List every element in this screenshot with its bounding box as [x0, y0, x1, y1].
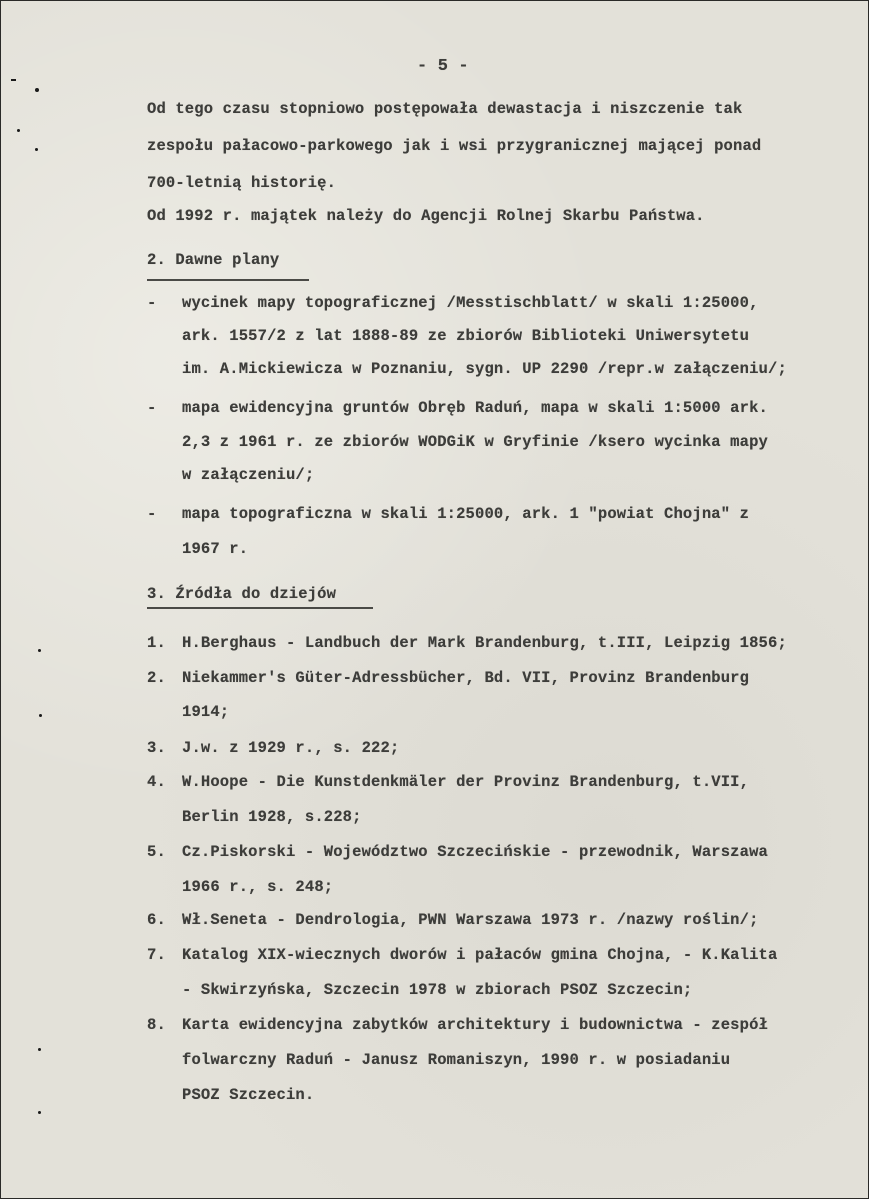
section-heading: 2. Dawne plany — [147, 251, 280, 269]
margin-mark — [11, 79, 16, 81]
source-line: Katalog XIX-wiecznych dworów i pałaców gmina Chojna, - K.Kalita — [182, 946, 778, 964]
section-heading: 3. Źródła do dziejów — [147, 585, 337, 603]
source-line: Wł.Seneta - Dendrologia, PWN Warszawa 1973 r. /nazwy roślin/; — [182, 911, 759, 929]
list-item-line: mapa topograficzna w skali 1:25000, ark. 1 "powiat Chojna" z — [182, 505, 750, 523]
list-item-line: im. A.Mickiewicza w Poznaniu, sygn. UP 2290 /repr.w załączeniu/; — [182, 360, 787, 378]
margin-mark — [38, 1048, 41, 1051]
margin-mark — [39, 714, 42, 717]
source-number: 4. — [147, 773, 166, 791]
intro-line: Od 1992 r. majątek należy do Agencji Rolnej Skarbu Państwa. — [147, 207, 705, 225]
margin-mark — [35, 88, 39, 92]
bullet: - — [147, 505, 157, 523]
heading-underline — [147, 279, 309, 281]
source-line: Berlin 1928, s.228; — [182, 808, 362, 826]
source-line: PSOZ Szczecin. — [182, 1086, 315, 1104]
margin-mark — [38, 1111, 41, 1114]
list-item-line: w załączeniu/; — [182, 466, 315, 484]
source-line: W.Hoope - Die Kunstdenkmäler der Provinz Brandenburg, t.VII, — [182, 773, 750, 791]
source-number: 6. — [147, 911, 166, 929]
intro-line: zespołu pałacowo-parkowego jak i wsi przygranicznej mającej ponad — [147, 137, 762, 155]
source-number: 3. — [147, 739, 166, 757]
page-number: - 5 - — [417, 57, 469, 76]
source-line: Cz.Piskorski - Województwo Szczecińskie - przewodnik, Warszawa — [182, 843, 768, 861]
list-item-line: 1967 r. — [182, 540, 249, 558]
source-line: - Skwirzyńska, Szczecin 1978 w zbiorach PSOZ Szczecin; — [182, 981, 693, 999]
list-item-line: mapa ewidencyjna gruntów Obręb Raduń, mapa w skali 1:5000 ark. — [182, 399, 768, 417]
source-number: 7. — [147, 946, 166, 964]
source-line: Niekammer's Güter-Adressbücher, Bd. VII, Provinz Brandenburg — [182, 669, 750, 687]
source-line: Karta ewidencyjna zabytków architektury i budownictwa - zespół — [182, 1016, 768, 1034]
bullet: - — [147, 399, 157, 417]
source-line: J.w. z 1929 r., s. 222; — [182, 739, 400, 757]
source-line: folwarczny Raduń - Janusz Romaniszyn, 1990 r. w posiadaniu — [182, 1051, 731, 1069]
intro-line: 700-letnią historię. — [147, 174, 337, 192]
list-item-line: ark. 1557/2 z lat 1888-89 ze zbiorów Biblioteki Uniwersytetu — [182, 327, 750, 345]
source-line: 1914; — [182, 703, 230, 721]
source-number: 2. — [147, 669, 166, 687]
intro-line: Od tego czasu stopniowo postępowała dewastacja i niszczenie tak — [147, 100, 743, 118]
source-line: H.Berghaus - Landbuch der Mark Brandenburg, t.III, Leipzig 1856; — [182, 634, 787, 652]
source-line: 1966 r., s. 248; — [182, 878, 334, 896]
margin-mark — [35, 148, 38, 151]
heading-underline — [147, 607, 373, 609]
source-number: 1. — [147, 634, 166, 652]
source-number: 8. — [147, 1016, 166, 1034]
list-item-line: 2,3 z 1961 r. ze zbiorów WODGiK w Gryfinie /ksero wycinka mapy — [182, 433, 768, 451]
margin-mark — [17, 129, 20, 132]
source-number: 5. — [147, 843, 166, 861]
margin-mark — [38, 649, 41, 652]
list-item-line: wycinek mapy topograficznej /Messtischblatt/ w skali 1:25000, — [182, 294, 759, 312]
bullet: - — [147, 294, 157, 312]
